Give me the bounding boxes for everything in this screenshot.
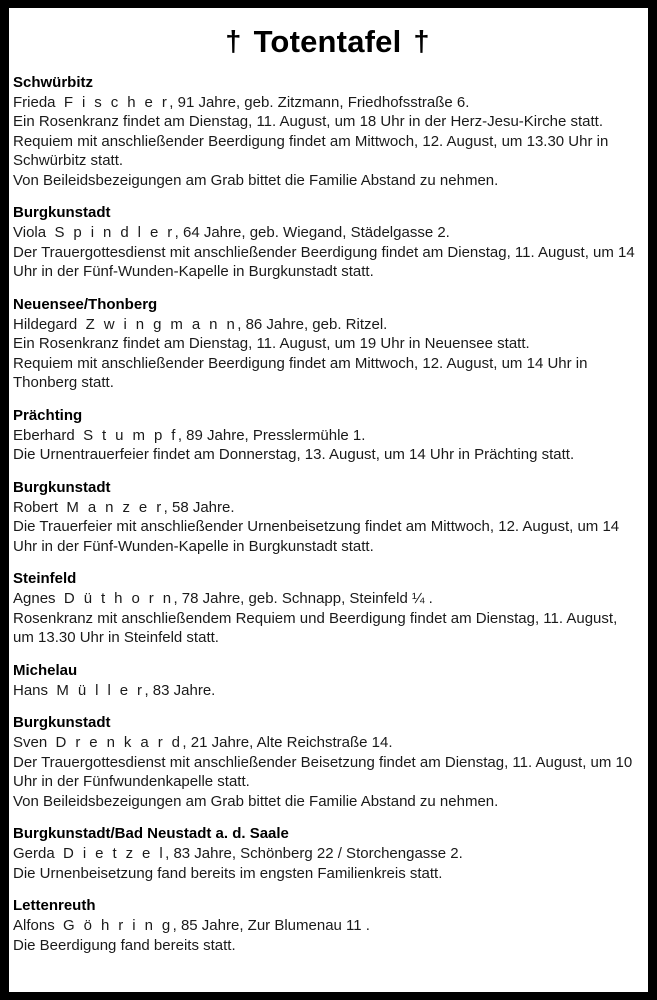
entry-detail-line: Ein Rosenkranz findet am Dienstag, 11. August, um 18 Uhr in der Herz-Jesu-Kirche statt.	[13, 113, 603, 131]
obituary-entry	[13, 203, 642, 282]
entry-detail-line: Rosenkranz mit anschließendem Requiem und Beerdigung findet am Dienstag, 11. August, um 13.30 Uhr in Steinfeld statt.	[13, 609, 618, 647]
entry-place-heading: Burgkunstadt/Bad Neustadt a. d. Saale	[13, 825, 289, 843]
entry-detail-line: Ein Rosenkranz findet am Dienstag, 11. August, um 19 Uhr in Neuensee statt.	[13, 335, 530, 353]
entry-person-line	[13, 733, 642, 753]
cross-icon-left: †	[225, 26, 242, 58]
entry-place-heading: Steinfeld	[13, 570, 77, 588]
entry-given-name: Gerda	[13, 845, 55, 863]
entry-person-details: , 86 Jahre, geb. Ritzel.	[237, 315, 388, 333]
entry-surname: S p i n d l e r	[54, 224, 175, 242]
entry-surname: F i s c h e r	[63, 93, 170, 111]
obituary-entry	[13, 824, 642, 883]
entry-place-heading: Burgkunstadt	[13, 714, 111, 732]
entry-detail-line: Der Trauergottesdienst mit anschließender Beerdigung findet am Dienstag, 11. August, um 14 Uhr in der Fünf-Wunden-Kapelle in Burgkunstadt statt.	[13, 243, 635, 281]
entry-detail-line: Von Beileidsbezeigungen am Grab bittet die Familie Abstand zu nehmen.	[13, 171, 499, 189]
cross-icon-right: †	[413, 26, 430, 58]
entry-surname: G ö h r i n g	[63, 917, 173, 935]
entry-surname: M a n z e r	[66, 498, 164, 516]
entry-given-name: Frieda	[13, 93, 56, 111]
entry-person-line	[13, 426, 642, 446]
entry-detail-line: Der Trauergottesdienst mit anschließender Beisetzung findet am Dienstag, 11. August, um 10 Uhr in der Fünfwundenkapelle statt.	[13, 753, 633, 791]
obituary-list	[13, 73, 642, 956]
obituary-entry	[13, 661, 642, 701]
entry-place-heading: Michelau	[13, 661, 78, 679]
page-title	[13, 26, 642, 59]
entry-surname: D ü t h o r n	[63, 590, 174, 608]
entry-person-details: , 83 Jahre, Schönberg 22 / Storchengasse 2.	[165, 845, 463, 863]
obituary-entry	[13, 713, 642, 811]
entry-given-name: Viola	[13, 224, 47, 242]
entry-given-name: Eberhard	[13, 426, 75, 444]
entry-person-details: , 58 Jahre.	[163, 498, 235, 516]
obituary-entry	[13, 73, 642, 191]
entry-place-heading: Neuensee/Thonberg	[13, 295, 158, 313]
entry-given-name: Robert	[13, 498, 59, 516]
entry-detail-line: Requiem mit anschließender Beerdigung findet am Mittwoch, 12. August, um 13.30 Uhr in Schwürbitz statt.	[13, 132, 609, 170]
page-content	[9, 8, 648, 992]
entry-place-heading: Burgkunstadt	[13, 204, 111, 222]
entry-given-name: Hans	[13, 681, 49, 699]
entry-person-details: , 78 Jahre, geb. Schnapp, Steinfeld ¼ .	[173, 590, 433, 608]
entry-surname: S t u m p f	[83, 426, 178, 444]
entry-detail-line: Die Urnenbeisetzung fand bereits im engsten Familienkreis statt.	[13, 864, 443, 882]
obituary-entry	[13, 896, 642, 955]
entry-surname: D r e n k a r d	[55, 734, 183, 752]
entry-place-heading: Burgkunstadt	[13, 478, 111, 496]
entry-given-name: Alfons	[13, 917, 55, 935]
entry-person-line	[13, 223, 642, 243]
entry-given-name: Hildegard	[13, 315, 78, 333]
obituary-entry	[13, 406, 642, 465]
entry-person-details: , 83 Jahre.	[144, 681, 216, 699]
entry-person-line	[13, 844, 642, 864]
obituary-entry	[13, 569, 642, 648]
entry-place-heading: Schwürbitz	[13, 73, 94, 91]
entry-person-details: , 85 Jahre, Zur Blumenau 11 .	[172, 917, 370, 935]
entry-surname: D i e t z e l	[63, 845, 166, 863]
entry-detail-line: Die Urnentrauerfeier findet am Donnerstag, 13. August, um 14 Uhr in Prächting statt.	[13, 446, 575, 464]
entry-surname: Z w i n g m a n n	[85, 315, 238, 333]
entry-person-details: , 91 Jahre, geb. Zitzmann, Friedhofsstraße 6.	[169, 93, 470, 111]
entry-surname: M ü l l e r	[56, 681, 145, 699]
obituary-entry	[13, 295, 642, 393]
obituary-entry	[13, 478, 642, 557]
entry-given-name: Sven	[13, 734, 48, 752]
entry-place-heading: Prächting	[13, 406, 83, 424]
entry-person-line	[13, 498, 642, 518]
entry-person-details: , 64 Jahre, geb. Wiegand, Städelgasse 2.	[174, 224, 450, 242]
entry-detail-line: Die Trauerfeier mit anschließender Urnenbeisetzung findet am Mittwoch, 12. August, um 14 Uhr in der Fünf-Wunden-Kapelle in Burgkunstadt statt.	[13, 518, 620, 555]
entry-detail-line: Requiem mit anschließender Beerdigung findet am Mittwoch, 12. August, um 14 Uhr in Thonberg statt.	[13, 354, 588, 392]
entry-place-heading: Lettenreuth	[13, 897, 96, 915]
entry-person-line	[13, 93, 642, 113]
entry-person-line	[13, 681, 642, 701]
entry-detail-line: Von Beileidsbezeigungen am Grab bittet die Familie Abstand zu nehmen.	[13, 792, 499, 810]
entry-person-details: , 21 Jahre, Alte Reichstraße 14.	[182, 734, 393, 752]
entry-person-line	[13, 589, 642, 609]
page-title-text: Totentafel	[253, 24, 402, 59]
entry-person-line	[13, 315, 642, 335]
entry-person-details: , 89 Jahre, Presslermühle 1.	[177, 426, 366, 444]
entry-detail-line: Die Beerdigung fand bereits statt.	[13, 936, 236, 954]
entry-person-line	[13, 916, 642, 936]
entry-given-name: Agnes	[13, 590, 56, 608]
